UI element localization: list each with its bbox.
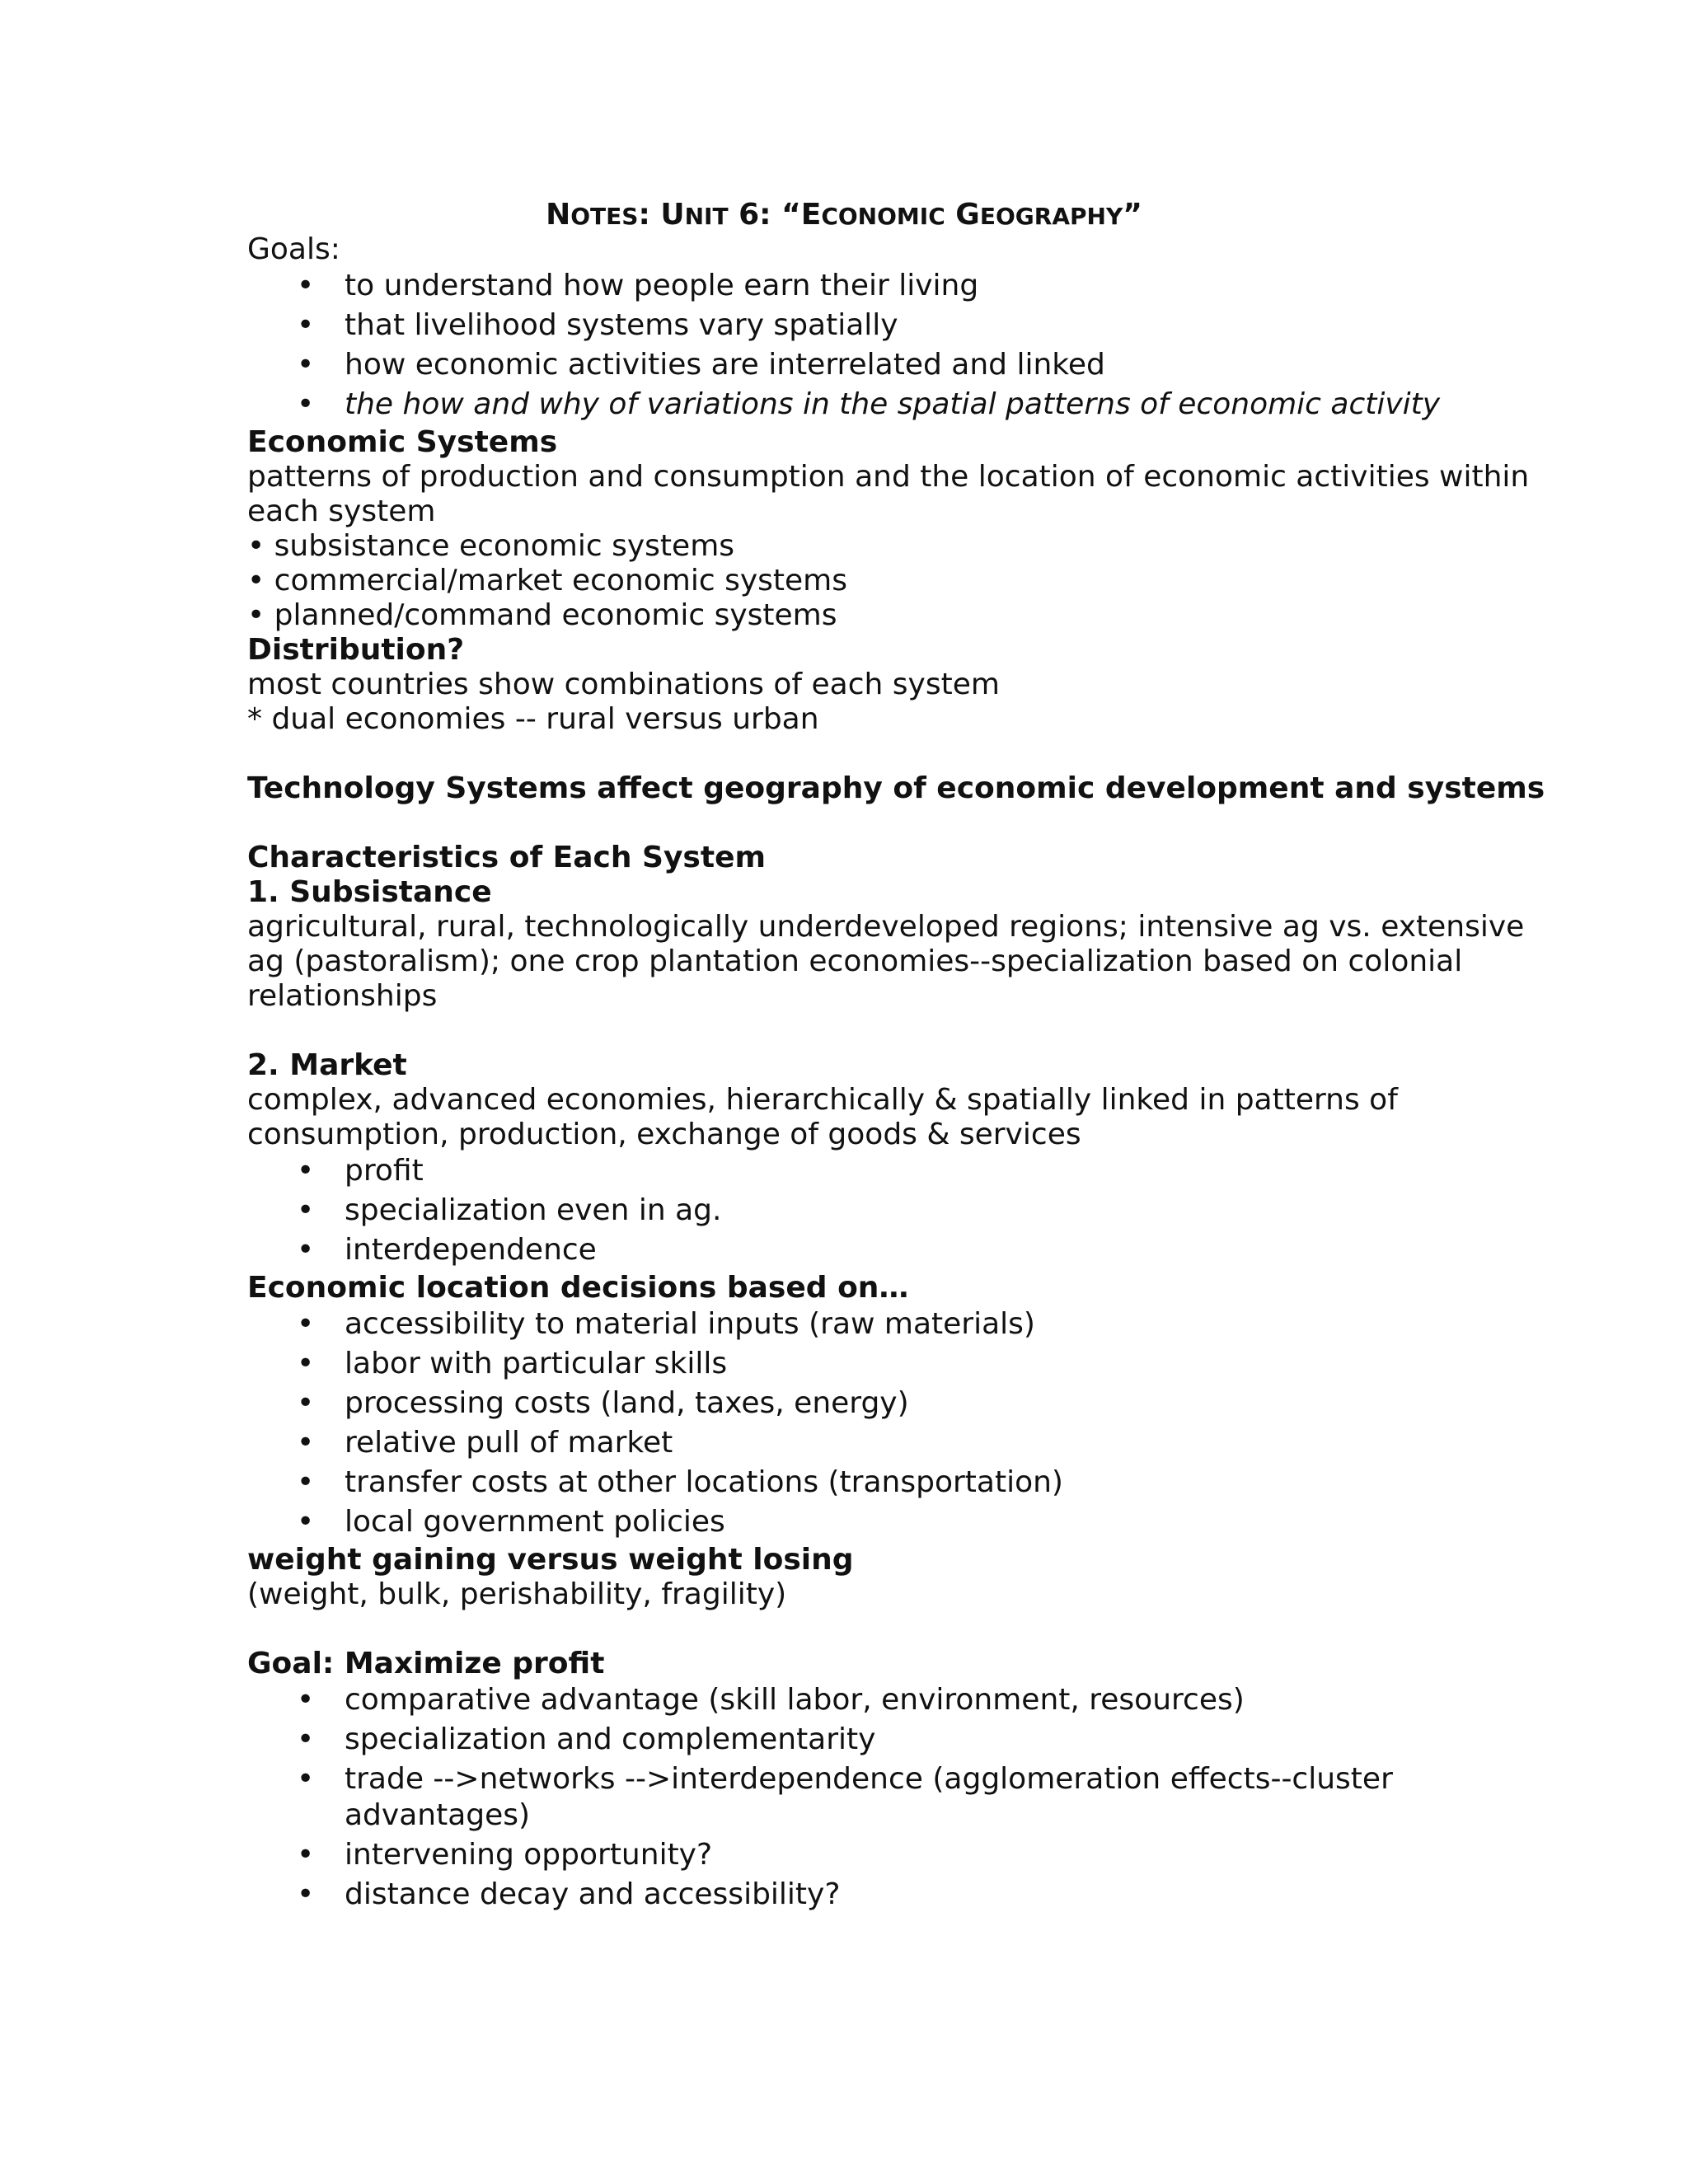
economic-systems-text: patterns of production and consumption and the location of economic activities within: [247, 460, 1530, 494]
economic-systems-heading: Economic Systems: [247, 425, 558, 459]
location-item: transfer costs at other locations (transportation): [345, 1465, 1063, 1499]
distribution-heading: Distribution?: [247, 633, 465, 667]
profit-item: distance decay and accessibility?: [345, 1877, 841, 1911]
bullet: •: [297, 269, 315, 302]
characteristics-heading: Characteristics of Each System: [247, 841, 766, 874]
weight-heading: weight gaining versus weight losing: [247, 1543, 854, 1577]
location-item: processing costs (land, taxes, energy): [345, 1386, 909, 1420]
market-text: consumption, production, exchange of goods & services: [247, 1118, 1081, 1151]
economic-system-item: • commercial/market economic systems: [247, 564, 847, 598]
location-item: local government policies: [345, 1505, 725, 1539]
bullet: •: [297, 1505, 315, 1539]
bullet: •: [297, 387, 315, 421]
subsistance-text: ag (pastoralism); one crop plantation economies--specialization based on colonial: [247, 944, 1463, 978]
bullet: •: [297, 1877, 315, 1911]
profit-item: trade -->networks -->interdependence (agglomeration effects--cluster: [345, 1762, 1393, 1796]
profit-item: comparative advantage (skill labor, environment, resources): [345, 1683, 1245, 1717]
market-item: specialization even in ag.: [345, 1193, 722, 1227]
goal-item: the how and why of variations in the spatial patterns of economic activity: [345, 387, 1441, 421]
economic-system-item: • planned/command economic systems: [247, 598, 837, 632]
location-item: accessibility to material inputs (raw materials): [345, 1307, 1035, 1341]
bullet: •: [297, 1722, 315, 1756]
bullet: •: [297, 308, 315, 342]
location-item: relative pull of market: [345, 1426, 673, 1460]
location-item: labor with particular skills: [345, 1347, 728, 1380]
distribution-text: * dual economies -- rural versus urban: [247, 702, 819, 736]
location-heading: Economic location decisions based on…: [247, 1271, 909, 1305]
distribution-text: most countries show combinations of each system: [247, 668, 1000, 701]
profit-heading: Goal: Maximize profit: [247, 1647, 605, 1680]
goal-item: to understand how people earn their living: [345, 269, 979, 302]
bullet: •: [297, 1347, 315, 1380]
bullet: •: [297, 1154, 315, 1188]
technology-heading: Technology Systems affect geography of economic development and systems: [247, 771, 1545, 805]
bullet: •: [297, 1426, 315, 1460]
subsistance-heading: 1. Subsistance: [247, 875, 492, 909]
goal-item: that livelihood systems vary spatially: [345, 308, 898, 342]
bullet: •: [297, 1307, 315, 1341]
bullet: •: [297, 1465, 315, 1499]
goals-heading: Goals:: [247, 232, 340, 266]
goal-item: how economic activities are interrelated and linked: [345, 348, 1105, 382]
bullet: •: [297, 348, 315, 382]
bullet: •: [297, 1838, 315, 1872]
weight-text: (weight, bulk, perishability, fragility): [247, 1577, 787, 1611]
profit-item: intervening opportunity?: [345, 1838, 713, 1872]
bullet: •: [297, 1683, 315, 1717]
economic-systems-text: each system: [247, 494, 436, 528]
bullet: •: [297, 1762, 315, 1796]
economic-system-item: • subsistance economic systems: [247, 529, 735, 563]
market-item: profit: [345, 1154, 424, 1188]
market-heading: 2. Market: [247, 1048, 407, 1082]
bullet: •: [297, 1193, 315, 1227]
bullet: •: [297, 1386, 315, 1420]
profit-item: specialization and complementarity: [345, 1722, 876, 1756]
market-item: interdependence: [345, 1233, 597, 1267]
page-title: NOTES: UNIT 6: “ECONOMIC GEOGRAPHY”: [546, 198, 1142, 232]
profit-item-continuation: advantages): [345, 1798, 531, 1832]
market-text: complex, advanced economies, hierarchically & spatially linked in patterns of: [247, 1083, 1398, 1117]
subsistance-text: agricultural, rural, technologically underdeveloped regions; intensive ag vs. extensive: [247, 910, 1525, 944]
bullet: •: [297, 1233, 315, 1267]
subsistance-text: relationships: [247, 979, 438, 1013]
